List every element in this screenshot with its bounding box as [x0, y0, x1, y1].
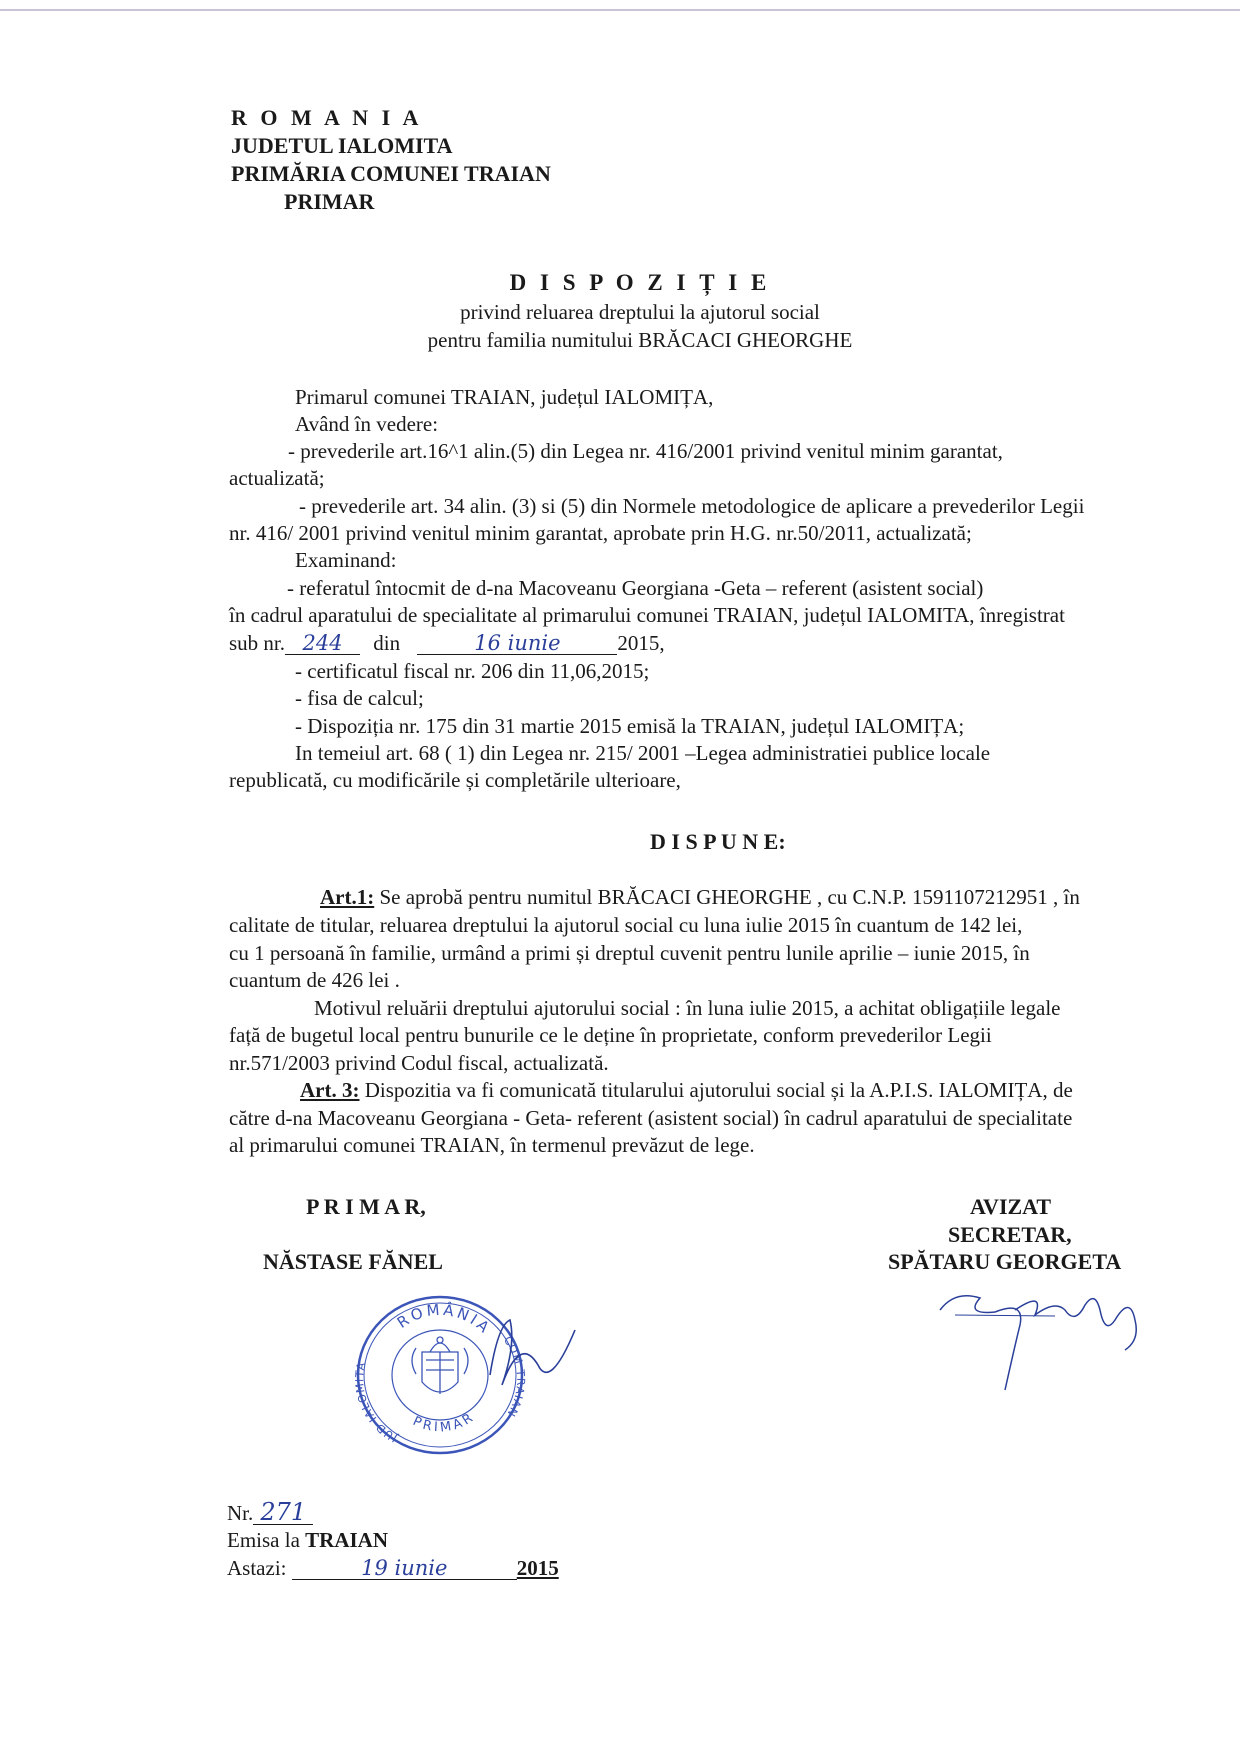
- nr-value: 271: [260, 1498, 307, 1526]
- svg-text:PRIMAR: [410, 1409, 478, 1435]
- preamble-line: - prevederile art.16^1 alin.(5) din Legea nr. 416/2001 privind venitul minim garantat,: [288, 439, 1003, 463]
- referat-registration-line: [229, 630, 665, 657]
- motiv-line: nr.571/2003 privind Codul fiscal, actualizată.: [229, 1051, 609, 1075]
- referat-number-field: [285, 632, 360, 655]
- astazi-label: Astazi:: [227, 1556, 287, 1580]
- preamble-line: Având în vedere:: [295, 412, 439, 436]
- footer-nr: [227, 1500, 313, 1527]
- din-label: din: [373, 631, 401, 655]
- dispune-heading: D I S P U N E:: [650, 829, 786, 854]
- nr-label: Nr.: [227, 1501, 254, 1525]
- header-county: JUDETUL IALOMITA: [231, 133, 453, 158]
- institution-header: [231, 104, 551, 216]
- stamp-left-text: JUD IALOMITA: [353, 1360, 400, 1445]
- svg-text:JUD IALOMITA: [353, 1361, 400, 1446]
- preamble-line: republicată, cu modificările și completările ulterioare,: [229, 768, 681, 792]
- preamble-line: nr. 416/ 2001 privind venitul minim garantat, aprobate prin H.G. nr.50/2011, actualizată;: [229, 521, 972, 545]
- astazi-field: [292, 1557, 517, 1580]
- secretar-signature: [935, 1270, 1155, 1400]
- primar-name: NĂSTASE FĂNEL: [263, 1249, 443, 1274]
- preamble-line: - prevederile art. 34 alin. (3) si (5) din Normele metodologice de aplicare a prevederilor Legii: [299, 494, 1085, 518]
- astazi-value: 19 iunie: [361, 1556, 448, 1580]
- stamp-bottom-text: PRIMAR: [410, 1409, 479, 1436]
- art1-line: cuantum de 426 lei .: [229, 968, 400, 992]
- coat-of-arms-icon: [412, 1337, 468, 1394]
- preamble-line: - certificatul fiscal nr. 206 din 11,06,2015;: [295, 659, 650, 683]
- preamble-line: în cadrul aparatului de specialitate al primarului comunei TRAIAN, județul IALOMITA, înregistrat: [229, 603, 1065, 627]
- preamble-line: Examinand:: [295, 548, 397, 572]
- art1-line: [320, 884, 1080, 911]
- stamp-top-text: ROMÂNIA: [393, 1300, 495, 1339]
- art1-line: calitate de titular, reluarea dreptului la ajutorul social cu luna iulie 2015 în cuantum de 142 lei,: [229, 913, 1023, 937]
- preamble-line: - Dispoziția nr. 175 din 31 martie 2015 emisă la TRAIAN, județul IALOMIȚA;: [295, 714, 965, 738]
- motiv-line: față de bugetul local pentru bunurile ce le deține în proprietate, conform prevederilor Legii: [229, 1023, 992, 1047]
- referat-year: 2015,: [617, 631, 665, 655]
- emisa-label: Emisa la: [227, 1528, 306, 1552]
- art3-text: Dispozitia va fi comunicată titularului ajutorului social și la A.P.I.S. IALOMIȚA, de: [359, 1078, 1073, 1102]
- art1-label: Art.1:: [320, 885, 375, 909]
- top-border-line: [0, 9, 1240, 11]
- motiv-line: Motivul reluării dreptului ajutorului social : în luna iulie 2015, a achitat obligațiile legale: [314, 996, 1061, 1020]
- referat-date: 16 iunie: [474, 631, 561, 655]
- secretar-title: SECRETAR,: [948, 1222, 1072, 1247]
- avizat-label: AVIZAT: [970, 1194, 1052, 1219]
- secretar-name: SPĂTARU GEORGETA: [888, 1249, 1122, 1274]
- title-subtitle-1: privind reluarea dreptului la ajutorul social: [460, 300, 820, 324]
- preamble-line: - referatul întocmit de d-na Macoveanu Georgiana -Geta – referent (asistent social): [287, 576, 984, 600]
- title-subtitle-2: pentru familia numitului BRĂCACI GHEORGHE: [427, 328, 853, 352]
- preamble-line: Primarul comunei TRAIAN, județul IALOMIȚA,: [295, 385, 714, 409]
- art3-line: [300, 1077, 1073, 1104]
- art1-line: cu 1 persoană în familie, urmând a primi și dreptul cuvenit pentru lunile aprilie – iunie 2015, în: [229, 941, 1030, 965]
- sub-nr-label: sub nr.: [229, 631, 286, 655]
- header-office: PRIMĂRIA COMUNEI TRAIAN: [231, 161, 551, 186]
- preamble-line: - fisa de calcul;: [295, 686, 424, 710]
- emisa-place: TRAIAN: [305, 1528, 388, 1552]
- art1-text: Se aprobă pentru numitul BRĂCACI GHEORGHE , cu C.N.P. 1591107212951 , în: [374, 885, 1080, 909]
- astazi-year: 2015: [516, 1556, 559, 1580]
- referat-number: 244: [302, 631, 343, 655]
- art3-line: către d-na Macoveanu Georgiana - Geta- referent (asistent social) în cadrul aparatului de specialitate: [229, 1106, 1073, 1130]
- header-role: PRIMAR: [284, 189, 375, 214]
- preamble-line: In temeiul art. 68 ( 1) din Legea nr. 215/ 2001 –Legea administratiei publice locale: [295, 741, 991, 765]
- primar-signature: [480, 1305, 590, 1395]
- header-country: R O M A N I A: [231, 105, 423, 130]
- art3-line: al primarului comunei TRAIAN, în termenul prevăzut de lege.: [229, 1133, 755, 1157]
- footer-astazi: [227, 1555, 559, 1582]
- nr-field: [253, 1498, 313, 1526]
- preamble-line: actualizată;: [229, 466, 325, 490]
- title-main: D I S P O Z I Ț I E: [509, 270, 771, 295]
- primar-title: P R I M A R,: [306, 1194, 426, 1219]
- art3-label: Art. 3:: [300, 1078, 360, 1102]
- stamp-right-text: COM TRAIAN: [500, 1333, 528, 1420]
- referat-date-field: [417, 632, 617, 655]
- footer-emisa: [227, 1527, 388, 1554]
